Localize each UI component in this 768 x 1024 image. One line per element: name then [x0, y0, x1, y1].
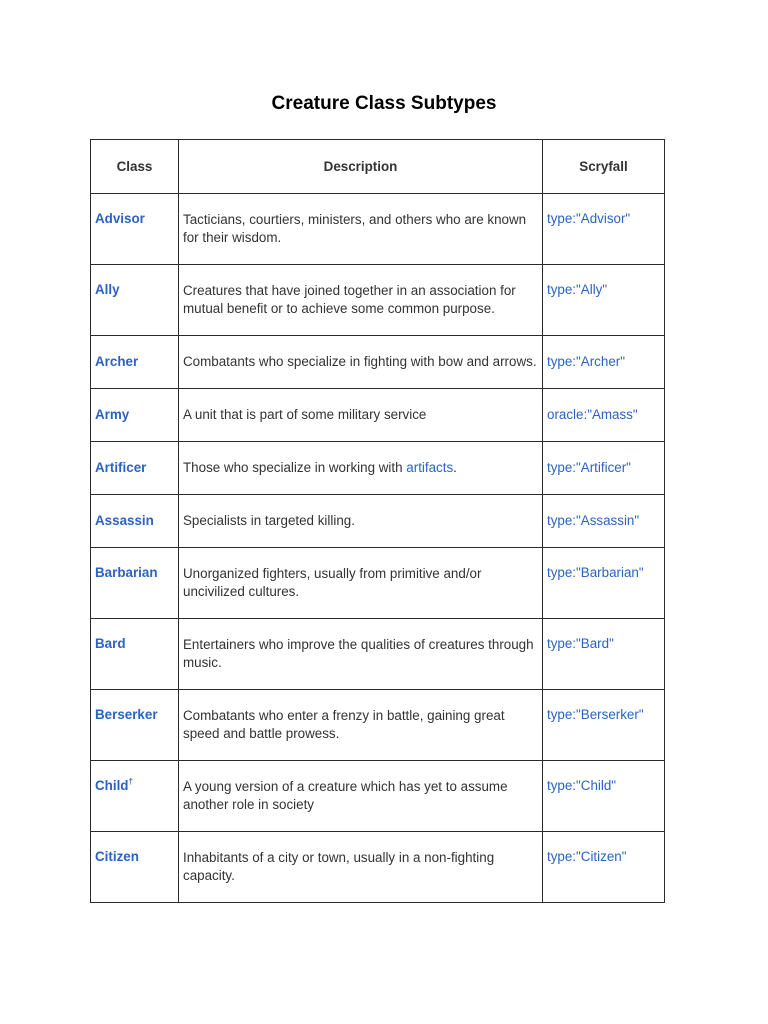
- table-row: [91, 389, 665, 442]
- column-header-scryfall: Scryfall: [543, 140, 665, 194]
- class-link-berserker[interactable]: Berserker: [91, 690, 179, 761]
- description-text: Those who specialize in working with: [183, 460, 407, 475]
- scryfall-link-archer[interactable]: type:"Archer": [543, 336, 665, 389]
- table-row: [91, 548, 665, 619]
- page-title: Creature Class Subtypes: [271, 93, 497, 114]
- scryfall-link-ally[interactable]: type:"Ally": [543, 265, 665, 336]
- description-cell: Tacticians, courtiers, ministers, and others who are known for their wisdom.: [179, 194, 543, 265]
- description-cell: Inhabitants of a city or town, usually in a non-fighting capacity.: [179, 832, 543, 903]
- description-cell: Entertainers who improve the qualities of creatures through music.: [179, 619, 543, 690]
- description-cell: Combatants who enter a frenzy in battle, gaining great speed and battle prowess.: [179, 690, 543, 761]
- scryfall-link-advisor[interactable]: type:"Advisor": [543, 194, 665, 265]
- table-row: [91, 495, 665, 548]
- column-header-description: Description: [179, 140, 543, 194]
- description-cell: Specialists in targeted killing.: [179, 495, 543, 548]
- artifacts-link[interactable]: artifacts: [406, 460, 454, 475]
- table-row: [91, 832, 665, 903]
- table-row: [91, 194, 665, 265]
- scryfall-link-berserker[interactable]: type:"Berserker": [543, 690, 665, 761]
- scryfall-link-assassin[interactable]: type:"Assassin": [543, 495, 665, 548]
- table-row: [91, 265, 665, 336]
- scryfall-link-army[interactable]: oracle:"Amass": [543, 389, 665, 442]
- description-cell: A unit that is part of some military service: [179, 389, 543, 442]
- class-link-assassin[interactable]: Assassin: [91, 495, 179, 548]
- description-text: .: [453, 460, 457, 475]
- scryfall-link-artificer[interactable]: type:"Artificer": [543, 442, 665, 495]
- table-row: [91, 336, 665, 389]
- scryfall-link-citizen[interactable]: type:"Citizen": [543, 832, 665, 903]
- description-cell: [179, 442, 543, 495]
- description-cell: Creatures that have joined together in an association for mutual benefit or to achieve some common purpose.: [179, 265, 543, 336]
- description-cell: Unorganized fighters, usually from primitive and/or uncivilized cultures.: [179, 548, 543, 619]
- dagger-footnote-mark: †: [128, 777, 133, 786]
- class-link-army[interactable]: Army: [91, 389, 179, 442]
- class-link-barbarian[interactable]: Barbarian: [91, 548, 179, 619]
- description-cell: Combatants who specialize in fighting with bow and arrows.: [179, 336, 543, 389]
- class-name[interactable]: Child: [95, 778, 129, 793]
- class-link-artificer[interactable]: Artificer: [91, 442, 179, 495]
- class-link-bard[interactable]: Bard: [91, 619, 179, 690]
- scryfall-link-child[interactable]: type:"Child": [543, 761, 665, 832]
- table-header-row: [91, 140, 665, 194]
- table-row: [91, 761, 665, 832]
- scryfall-link-barbarian[interactable]: type:"Barbarian": [543, 548, 665, 619]
- table-row: [91, 690, 665, 761]
- class-link-ally[interactable]: Ally: [91, 265, 179, 336]
- description-cell: A young version of a creature which has yet to assume another role in society: [179, 761, 543, 832]
- scryfall-link-bard[interactable]: type:"Bard": [543, 619, 665, 690]
- creature-class-table: [90, 139, 665, 903]
- class-link-citizen[interactable]: Citizen: [91, 832, 179, 903]
- column-header-class: Class: [91, 140, 179, 194]
- table-row: [91, 442, 665, 495]
- class-link-archer[interactable]: Archer: [91, 336, 179, 389]
- class-link-advisor[interactable]: Advisor: [91, 194, 179, 265]
- class-link-child[interactable]: [91, 761, 179, 832]
- table-row: [91, 619, 665, 690]
